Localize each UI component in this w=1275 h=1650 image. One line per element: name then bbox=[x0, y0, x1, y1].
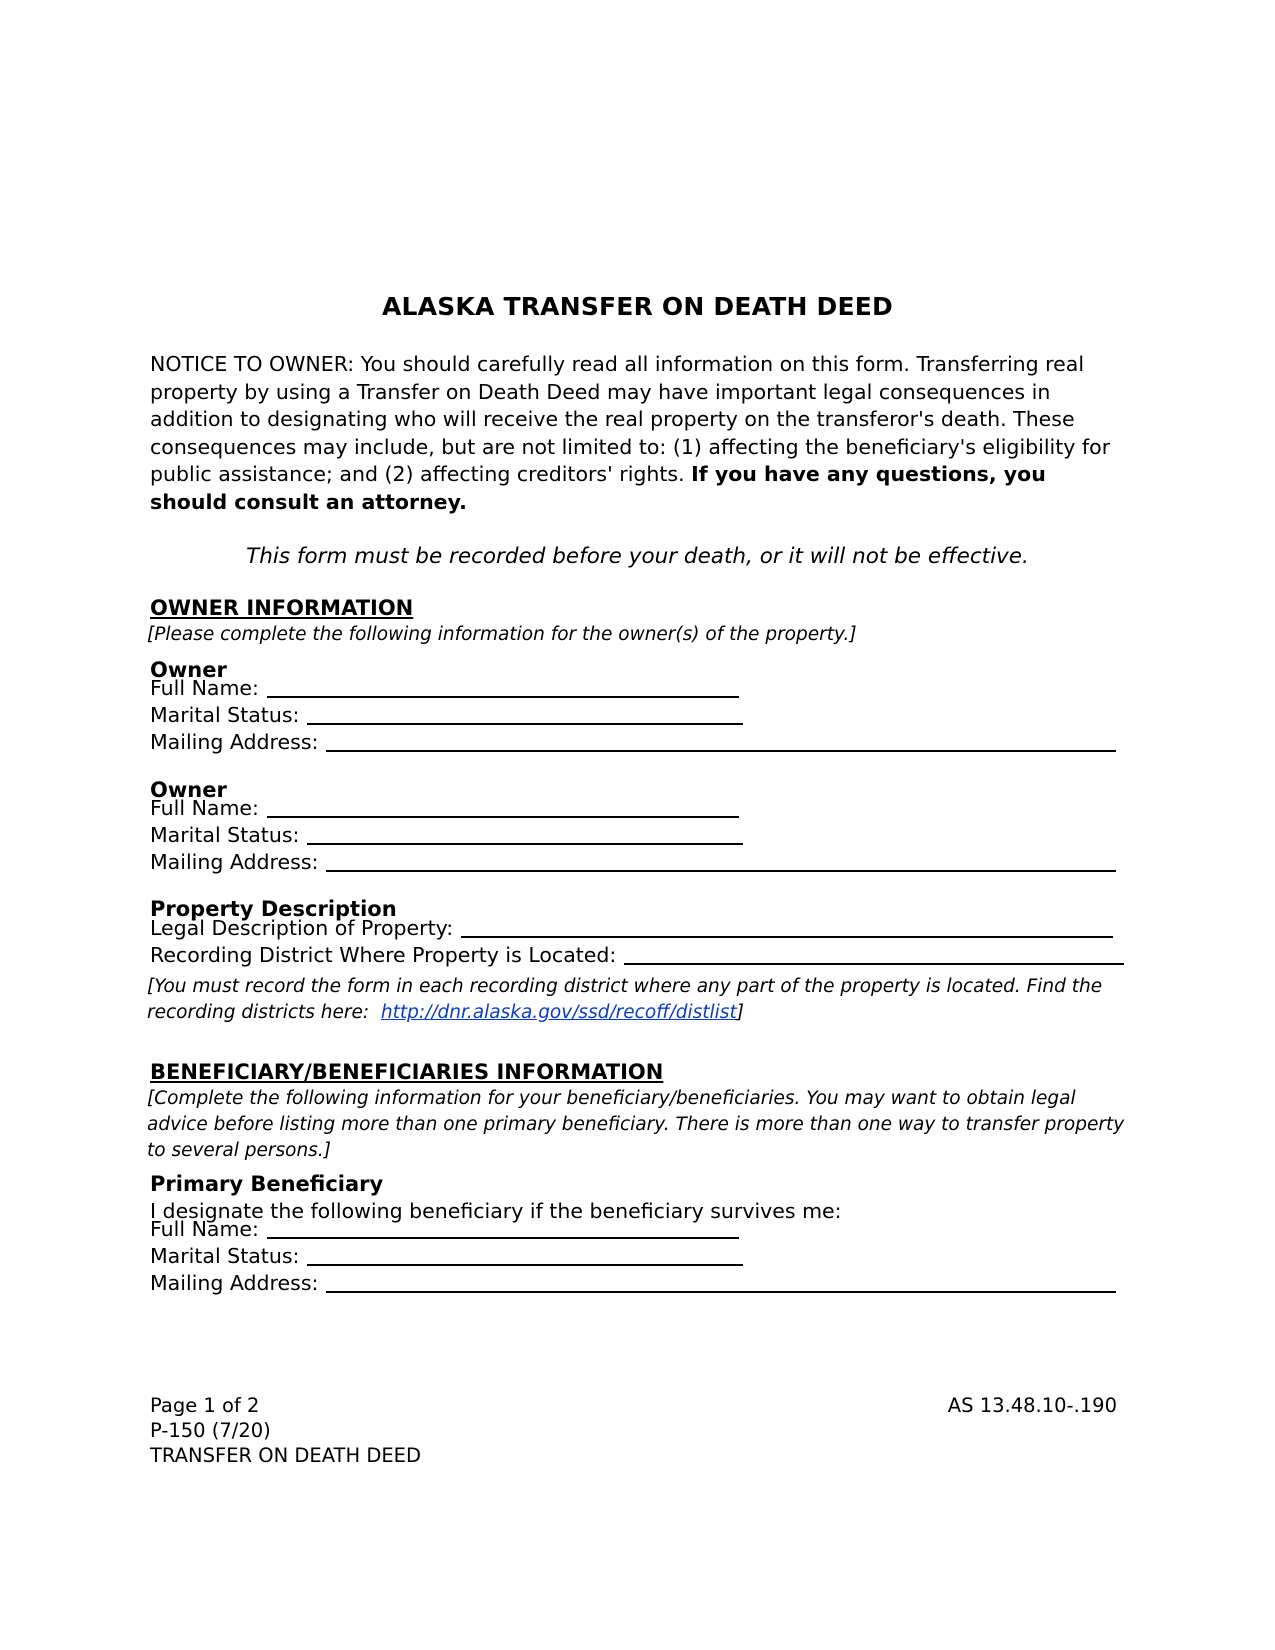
mailing-address-input-line[interactable] bbox=[326, 1271, 1116, 1293]
mailing-address-label: Mailing Address: bbox=[150, 730, 319, 754]
legal-description-label: Legal Description of Property: bbox=[150, 916, 454, 940]
mailing-address-input-line[interactable] bbox=[326, 730, 1116, 752]
beneficiary-full-name-field[interactable] bbox=[150, 1213, 739, 1241]
legal-description-input-line[interactable] bbox=[461, 916, 1113, 938]
owner-1-marital-status-field[interactable] bbox=[150, 699, 743, 727]
page-footer-left bbox=[150, 1393, 421, 1468]
marital-status-label: Marital Status: bbox=[150, 703, 300, 727]
recording-warning: This form must be recorded before your death, or it will not be effective. bbox=[246, 544, 1029, 569]
owner-1-full-name-field[interactable] bbox=[150, 672, 739, 700]
owner-info-heading: OWNER INFORMATION bbox=[150, 596, 414, 620]
notice-text: NOTICE TO OWNER: You should carefully read all information on this form. Transferring real property by using a Transfer on Death Deed may have important legal consequences in addition to designating who will receive the real property on the transferor's death. These consequences may include, but are not limited to: (1) affecting the beneficiary's eligibility for public assistance; and (2) affecting creditors' rights. bbox=[150, 352, 1111, 486]
full-name-label: Full Name: bbox=[150, 1217, 259, 1241]
recording-district-field[interactable] bbox=[150, 939, 1124, 967]
owner-2-full-name-field[interactable] bbox=[150, 792, 739, 820]
owner-2-marital-status-field[interactable] bbox=[150, 819, 743, 847]
recording-instruction-suffix: ] bbox=[736, 1002, 744, 1023]
document-title: ALASKA TRANSFER ON DEATH DEED bbox=[381, 292, 893, 321]
recording-districts-link[interactable]: http://dnr.alaska.gov/ssd/recoff/distlist bbox=[380, 1002, 737, 1023]
statute-reference: AS 13.48.10-.190 bbox=[947, 1394, 1117, 1417]
mailing-address-input-line[interactable] bbox=[326, 850, 1116, 872]
page-number: Page 1 of 2 bbox=[150, 1394, 260, 1417]
notice-to-owner bbox=[150, 351, 1130, 516]
owner-2-mailing-address-field[interactable] bbox=[150, 846, 1116, 874]
mailing-address-label: Mailing Address: bbox=[150, 1271, 319, 1295]
notice-bold-text: If you have any questions, you should consult an attorney. bbox=[150, 462, 1046, 514]
primary-beneficiary-heading: Primary Beneficiary bbox=[150, 1172, 384, 1196]
owner-2-heading: Owner bbox=[150, 778, 227, 802]
marital-status-input-line[interactable] bbox=[307, 1244, 743, 1266]
primary-beneficiary-statement: I designate the following beneficiary if the beneficiary survives me: bbox=[150, 1199, 842, 1223]
full-name-label: Full Name: bbox=[150, 676, 259, 700]
recording-district-instruction bbox=[147, 974, 1132, 1026]
beneficiary-info-heading: BENEFICIARY/BENEFICIARIES INFORMATION bbox=[150, 1060, 664, 1084]
marital-status-label: Marital Status: bbox=[150, 823, 300, 847]
property-description-heading: Property Description bbox=[150, 897, 397, 921]
beneficiary-mailing-address-field[interactable] bbox=[150, 1267, 1116, 1295]
marital-status-input-line[interactable] bbox=[307, 823, 743, 845]
legal-description-field[interactable] bbox=[150, 912, 1113, 940]
beneficiary-info-instruction: [Complete the following information for your beneficiary/beneficiaries. You may want to obtain legal advice before listing more than one primary beneficiary. There is more than one way to transfer property to several persons.] bbox=[147, 1088, 1125, 1161]
recording-district-label: Recording District Where Property is Located: bbox=[150, 943, 617, 967]
owner-info-instruction: [Please complete the following information for the owner(s) of the property.] bbox=[147, 624, 857, 645]
owner-1-heading: Owner bbox=[150, 658, 227, 682]
form-name: TRANSFER ON DEATH DEED bbox=[150, 1444, 422, 1467]
form-number: P-150 (7/20) bbox=[150, 1419, 271, 1442]
owner-1-mailing-address-field[interactable] bbox=[150, 726, 1116, 754]
recording-instruction-text: [You must record the form in each recording district where any part of the property is located. Find the recording districts here: bbox=[147, 976, 1103, 1023]
marital-status-input-line[interactable] bbox=[307, 703, 743, 725]
full-name-input-line[interactable] bbox=[267, 1217, 739, 1239]
recording-district-input-line[interactable] bbox=[624, 943, 1124, 965]
marital-status-label: Marital Status: bbox=[150, 1244, 300, 1268]
full-name-input-line[interactable] bbox=[267, 796, 739, 818]
beneficiary-marital-status-field[interactable] bbox=[150, 1240, 743, 1268]
full-name-label: Full Name: bbox=[150, 796, 259, 820]
full-name-input-line[interactable] bbox=[267, 676, 739, 698]
mailing-address-label: Mailing Address: bbox=[150, 850, 319, 874]
